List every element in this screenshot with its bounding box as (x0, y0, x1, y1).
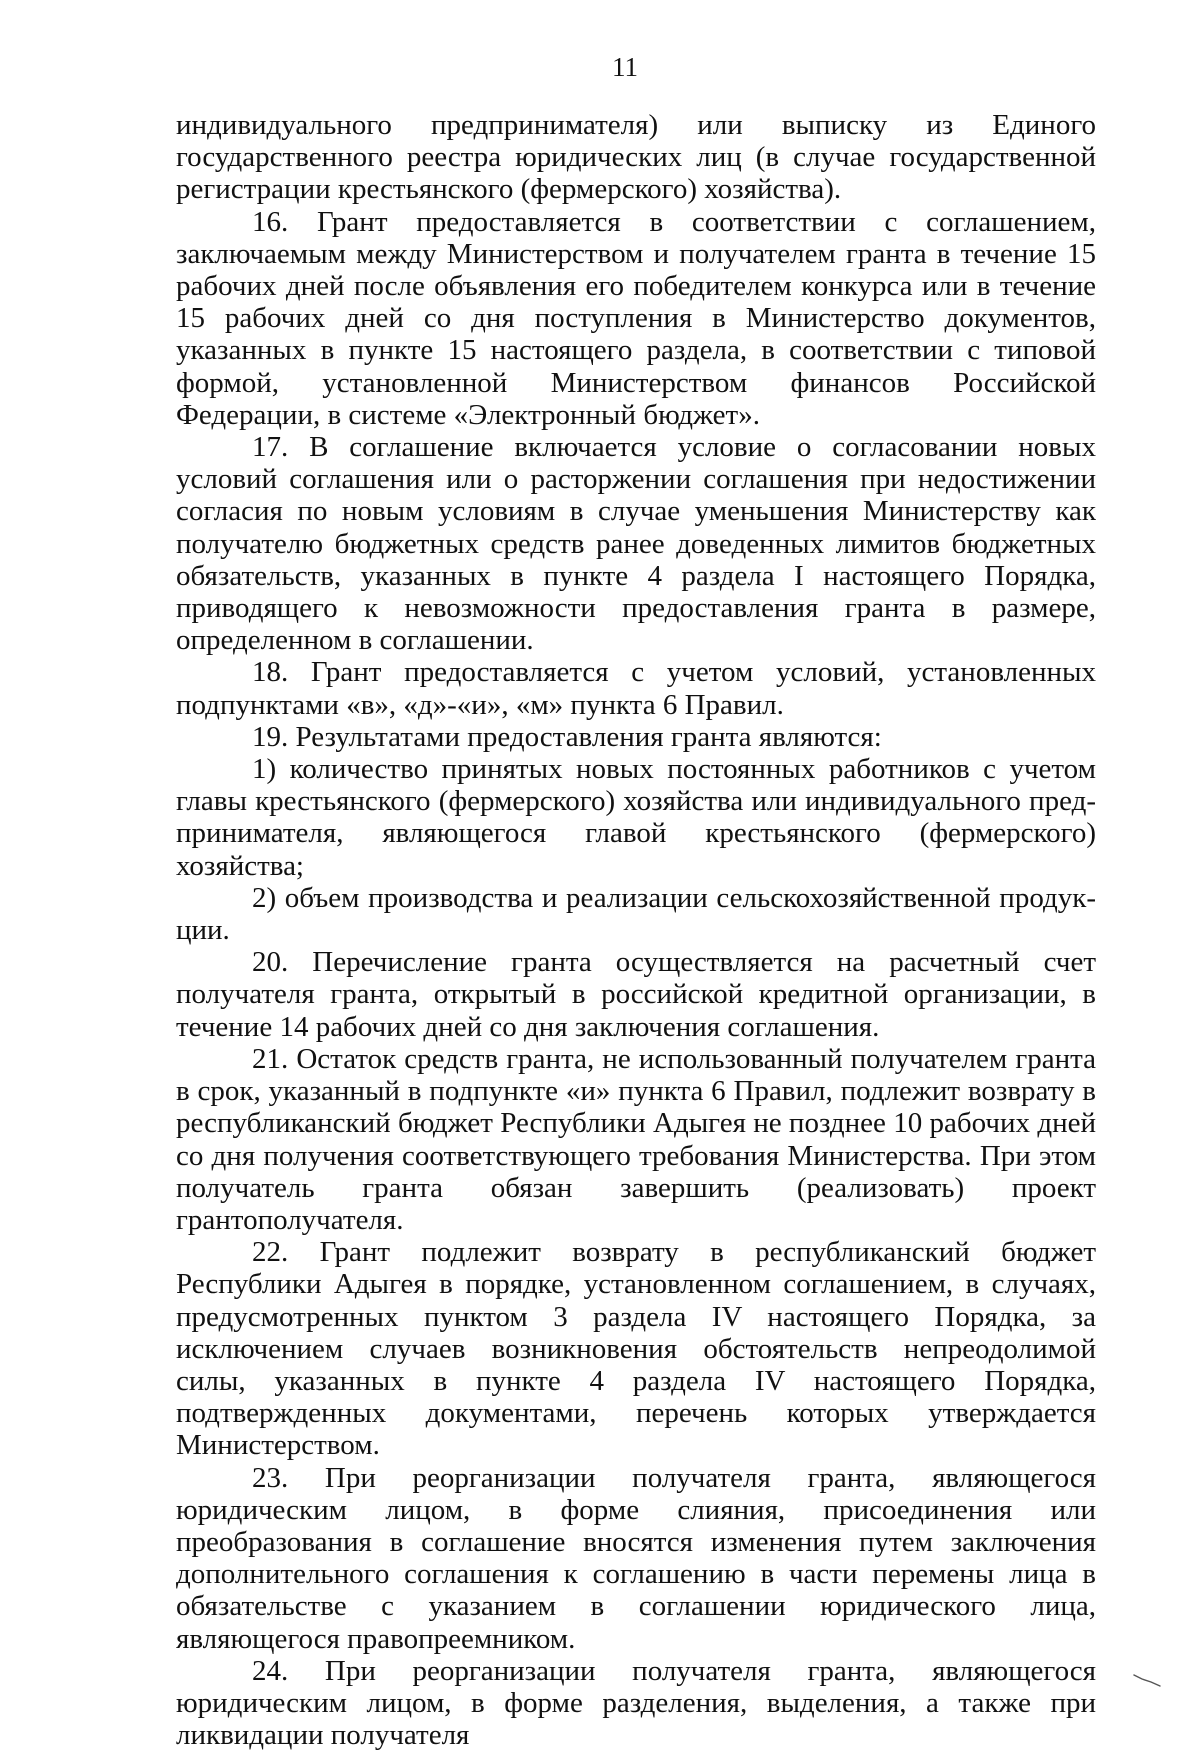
paragraph-16: 16. Грант предоставляется в соответствии с соглашением, заключаемым между Министерством и получателем гранта в течение 15 рабочих дней после объявления его победителем конкурса или в течение 15 рабочих дней со дня поступления в Министерство документов, указанных в пункте 15 настоящего раздела, в соответствии с типовой формой, установленной Министерством финансов Российской Федерации, в системе «Электронный бюджет». (176, 205, 1096, 431)
paragraph-22: 22. Грант подлежит возврату в республиканский бюджет Республики Адыгея в порядке, установленном соглашением, в случаях, предусмотренных пунктом 3 раздела IV настоящего Порядка, за исключением случаев возникновения обстоятельств непреодолимой силы, указанных в пункте 4 раздела IV настоящего Порядка, подтвержденных документами, перечень которых утверждается Министерством. (176, 1236, 1096, 1462)
paragraph-24: 24. При реорганизации получателя гранта, являющегося юридическим лицом, в форме разделения, выделения, а также при ликвидации получателя (176, 1654, 1096, 1751)
document-body (176, 109, 1096, 1751)
paragraph-19-item-1: 1) количество принятых новых постоянных работников с учетом главы крестьянского (фермерского) хозяйства или индивидуального предпринимателя, являющегося главой крестьянского (фермерского) хозяйства; (176, 753, 1096, 882)
paragraph-20: 20. Перечисление гранта осуществляется на расчетный счет получателя гранта, открытый в российской кредитной организации, в течение 14 рабочих дней со дня заключения соглашения. (176, 946, 1096, 1043)
paragraph-19-item-2: 2) объем производства и реализации сельскохозяйственной продукции. (176, 881, 1096, 947)
paragraph-21: 21. Остаток средств гранта, не использованный получателем гранта в срок, указанный в подпункте «и» пункта 6 Правил, подлежит возврату в республиканский бюджет Республики Адыгея не позднее 10 рабочих дней со дня получения соответствующего требования Министерства. При этом получатель гранта обязан завершить (реализовать) проект грантополучателя. (176, 1042, 1096, 1236)
paragraph-23: 23. При реорганизации получателя гранта, являющегося юридическим лицом, в форме слияния, присоединения или преобразования в соглашение вносятся изменения путем заключения дополнительного соглашения к соглашению в части перемены лица в обязательстве с указанием в соглашении юридического лица, являющегося правопреемником. (176, 1461, 1096, 1655)
paragraph-19: 19. Результатами предоставления гранта являются: (252, 720, 882, 753)
paragraph-18: 18. Грант предоставляется с учетом условий, установленных подпунктами «в», «д»-«и», «м» пункта 6 Правил. (176, 656, 1096, 721)
paragraph-17: 17. В соглашение включается условие о согласовании новых условий соглашения или о расторжении соглашения при недостижении согласия по новым условиям в случае уменьшения Министерству как получателю бюджетных средств ранее доведенных лимитов бюджетных обязательств, указанных в пункте 4 раздела I настоящего Порядка, приводящего к невозможности предоставления гранта в размере, определенном в соглашении. (176, 431, 1096, 657)
page-number: 11 (612, 52, 638, 82)
scan-artifact-mark (1133, 1673, 1161, 1687)
paragraph-continuation: индивидуального предпринимателя) или выписку из Единого государственного реестра юридических лиц (в случае государственной регистрации крестьянского (фермерского) хозяйства). (176, 109, 1096, 206)
